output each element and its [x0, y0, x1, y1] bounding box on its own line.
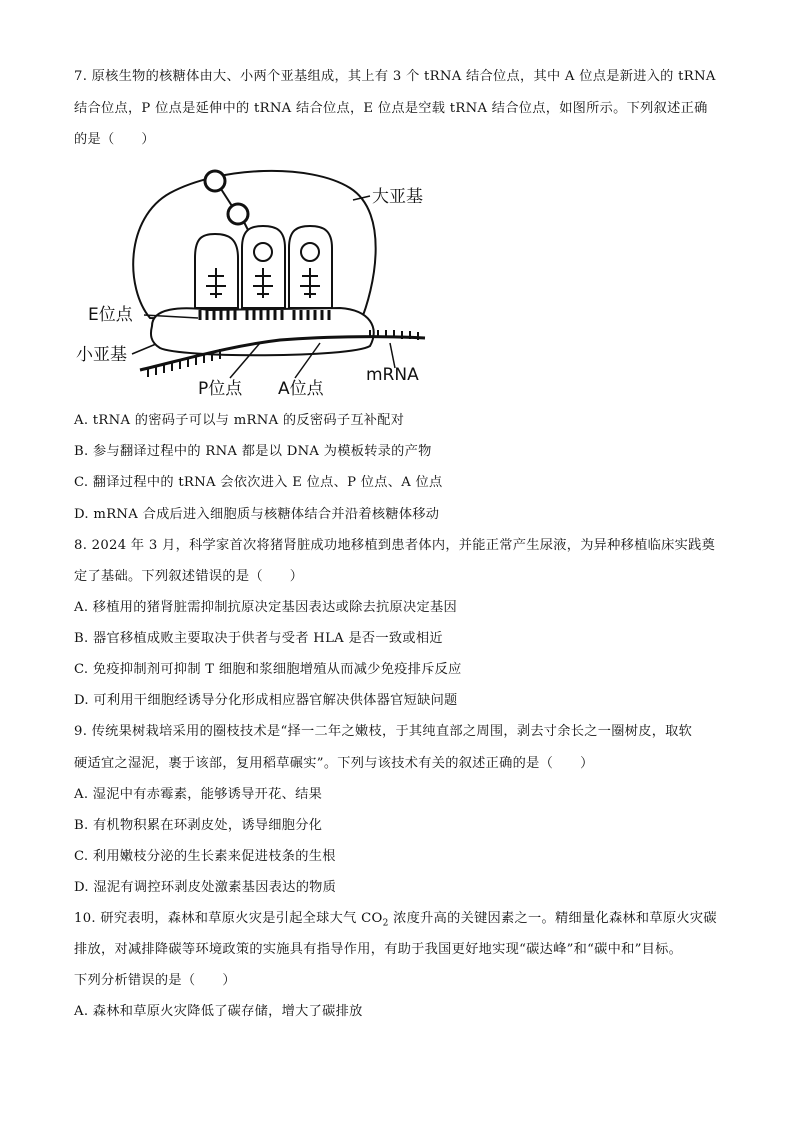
q8-option-d: D. 可利用干细胞经诱导分化形成相应器官解决供体器官短缺问题	[74, 693, 458, 708]
q9-option-a: A. 湿泥中有赤霉素，能够诱导开花、结果	[74, 787, 323, 802]
q10-stem-line-1: 10. 研究表明，森林和草原火灾是引起全球大气 $CO_2$ 浓度升高的关键因素之一。精细量化森林和草原火灾碳	[74, 911, 717, 929]
q10-stem-line-2: 排放，对减排降碳等环境政策的实施具有指导作用，有助于我国更好地实现“碳达峰”和“碳中和”目标。	[74, 942, 683, 957]
amino-acid-2	[228, 204, 248, 224]
label-mrna: mRNA	[366, 365, 419, 385]
label-p-site: P位点	[198, 379, 243, 399]
q10-option-a: A. 森林和草原火灾降低了碳存储，增大了碳排放	[74, 1004, 363, 1019]
q9-option-b: B. 有机物积累在环剥皮处，诱导细胞分化	[74, 818, 323, 833]
q7-option-a: A. tRNA 的密码子可以与 mRNA 的反密码子互补配对	[74, 413, 405, 428]
label-large-subunit: 大亚基	[372, 187, 423, 207]
q7-stem-line-1: 7. 原核生物的核糖体由大、小两个亚基组成，其上有 3 个 tRNA 结合位点，其中 A 位点是新进入的 tRNA	[74, 69, 716, 84]
q8-option-b: B. 器官移植成败主要取决于供者与受者 HLA 是否一致或相近	[74, 631, 443, 646]
q7-option-b: B. 参与翻译过程中的 RNA 都是以 DNA 为模板转录的产物	[74, 444, 432, 459]
label-a-site: A位点	[278, 379, 324, 399]
label-small-subunit: 小亚基	[76, 345, 127, 365]
trna-e-site	[195, 234, 238, 308]
q7-option-d: D. mRNA 合成后进入细胞质与核糖体结合并沿着核糖体移动	[74, 507, 440, 522]
q7-stem-line-2: 结合位点，P 位点是延伸中的 tRNA 结合位点，E 位点是空载 tRNA 结合位点，如图所示。下列叙述正确	[74, 101, 708, 116]
q8-stem-line-1: 8. 2024 年 3 月，科学家首次将猪肾脏成功地移植到患者体内，并能正常产生尿液，为异种移植临床实践奠	[74, 538, 716, 553]
q7-option-c: C. 翻译过程中的 tRNA 会依次进入 E 位点、P 位点、A 位点	[74, 475, 443, 490]
q9-option-c: C. 利用嫩枝分泌的生长素来促进枝条的生根	[74, 849, 336, 864]
label-e-site: E位点	[88, 305, 133, 325]
q8-option-c: C. 免疫抑制剂可抑制 T 细胞和浆细胞增殖从而减少免疫排斥反应	[74, 662, 462, 677]
trna-p-site	[242, 226, 285, 308]
amino-acid-1	[205, 171, 225, 191]
q9-stem-line-1: 9. 传统果树栽培采用的圈枝技术是“择一二年之嫩枝，于其纯直部之周围，剥去寸余长之一圈树皮，取软	[74, 724, 693, 739]
q8-option-a: A. 移植用的猪肾脏需抑制抗原决定基因表达或除去抗原决定基因	[74, 600, 457, 615]
q7-stem-line-3: 的是（ ）	[74, 132, 155, 147]
q9-stem-line-2: 硬适宜之湿泥，裹于该部，复用稻草碾实”。下列与该技术有关的叙述正确的是（ ）	[74, 756, 594, 771]
trna-a-site	[289, 226, 332, 308]
q10-stem-line-3: 下列分析错误的是（ ）	[74, 973, 236, 988]
q9-option-d: D. 湿泥有调控环剥皮处激素基因表达的物质	[74, 880, 337, 895]
ribosome-diagram	[70, 158, 450, 402]
q8-stem-line-2: 定了基础。下列叙述错误的是（ ）	[74, 569, 304, 584]
